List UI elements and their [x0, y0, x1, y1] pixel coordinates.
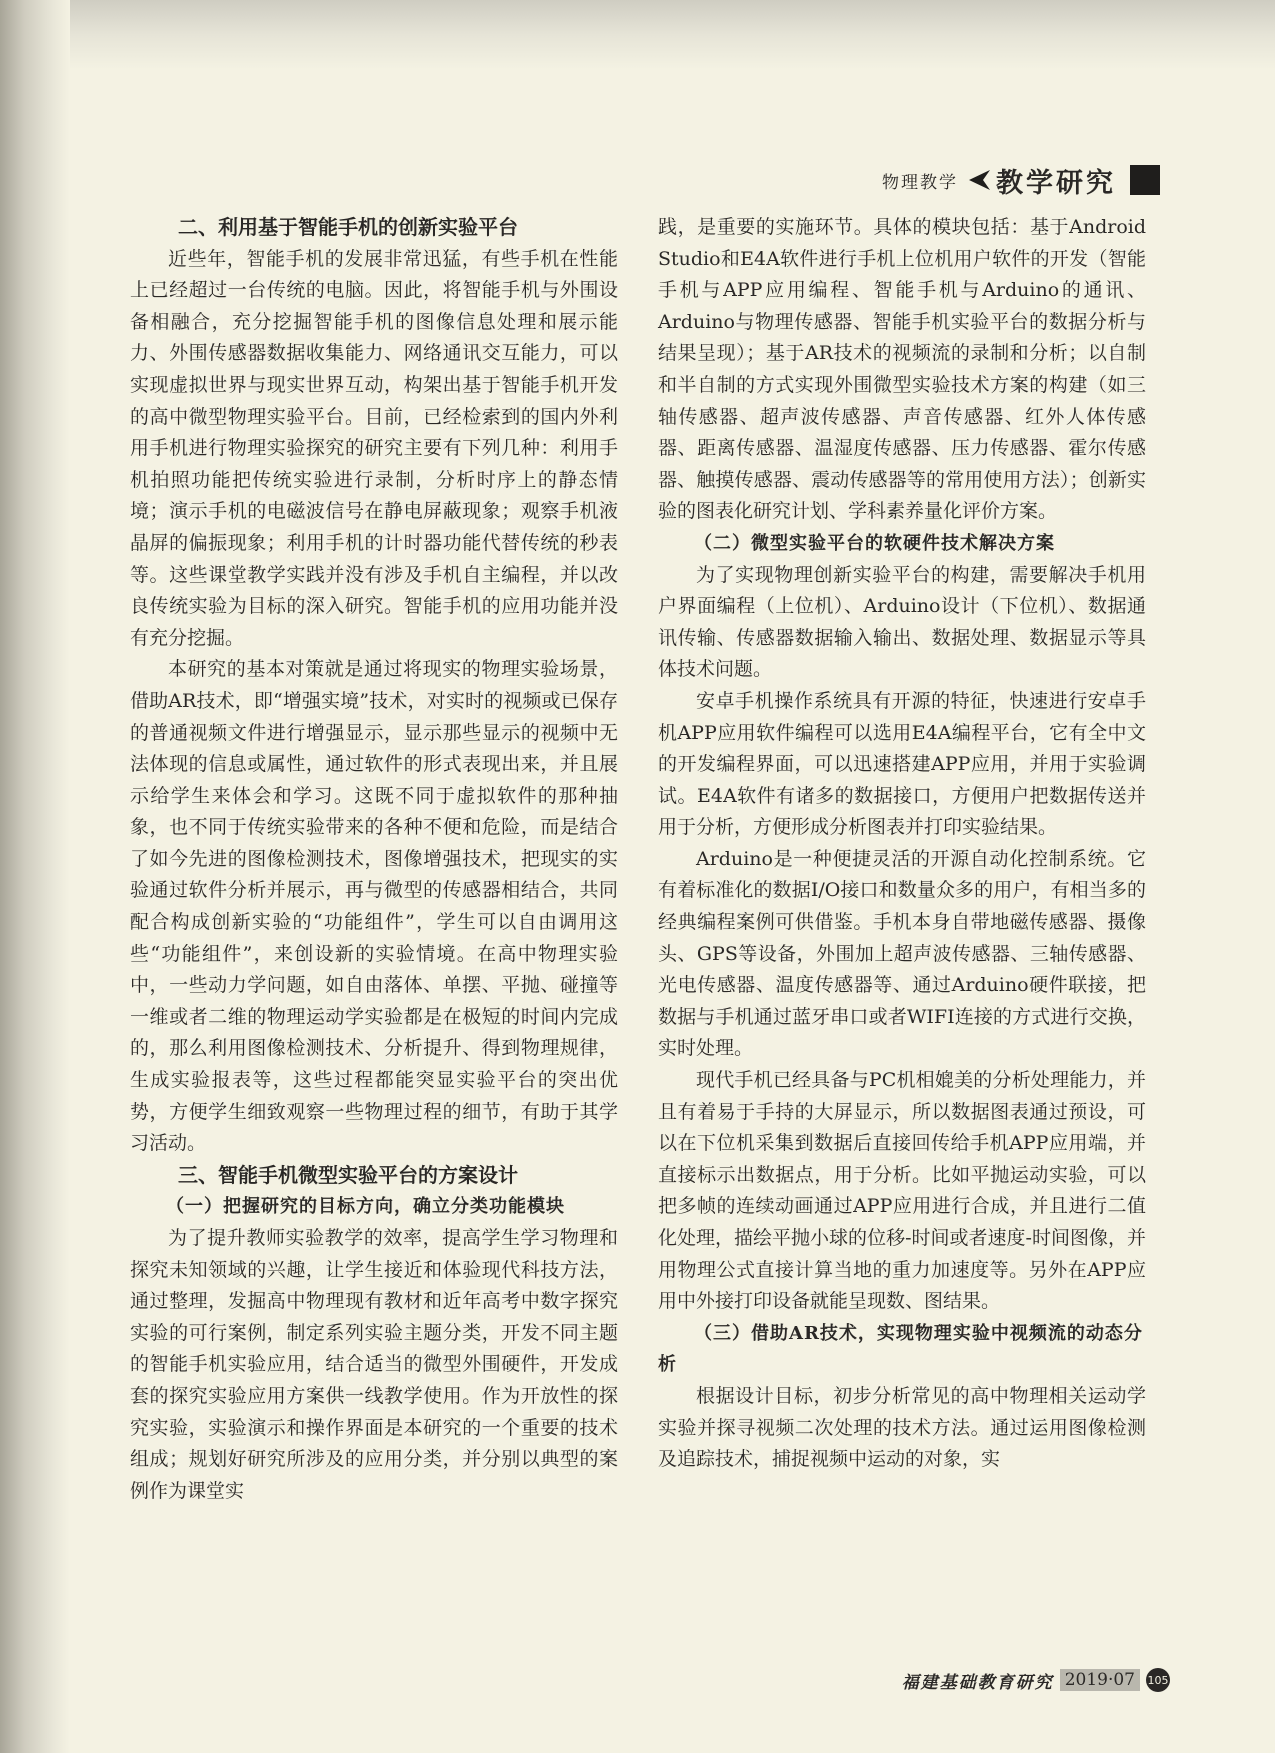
issue-number: 2019·07 — [1060, 1669, 1140, 1691]
book-spine-shadow — [0, 0, 70, 1753]
paragraph: 践，是重要的实施环节。具体的模块包括：基于Android Studio和E4A软件进行手机上位机用户软件的开发（智能手机与APP应用编程、智能手机与Arduino的通讯、Arduino与物理传感器、智能手机实验平台的数据分析与结果呈现）；基于AR技术的视频流的录制和分析；以自制和半自制的方式实现外围微型实验技术方案的构建（如三轴传感器、超声波传感器、声音传感器、红外人体传感器、距离传感器、温湿度传感器、压力传感器、霍尔传感器、触摸传感器、震动传感器等的常用使用方法）；创新实验的图表化研究计划、学科素养量化评价方案。 — [658, 216, 1146, 523]
running-footer — [870, 1665, 1170, 1695]
chevron-left-icon — [966, 167, 992, 193]
paragraph: Arduino是一种便捷灵活的开源自动化控制系统。它有着标准化的数据I/O接口和数量众多的用户，有相当多的经典编程案例可供借鉴。手机本身自带地磁传感器、摄像头、GPS等设备，外围加上超声波传感器、三轴传感器、光电传感器、温度传感器等、通过Arduino硬件联接，把数据与手机通过蓝牙串口或者WIFI连接的方式进行交换，实时处理。 — [658, 847, 1146, 1060]
paragraph: 近些年，智能手机的发展非常迅猛，有些手机在性能上已经超过一台传统的电脑。因此，将智能手机与外围设备相融合，充分挖掘智能手机的图像信息处理和展示能力、外围传感器数据收集能力、网络通讯交互能力，可以实现虚拟世界与现实世界互动，构架出基于智能手机开发的高中微型物理实验平台。目前，已经检索到的国内外利用手机进行物理实验探究的研究主要有下列几种：利用手机拍照功能把传统实验进行录制，分析时序上的静态情境；演示手机的电磁波信号在静电屏蔽现象；观察手机液晶屏的偏振现象；利用手机的计时器功能代替传统的秒表等。这些课堂教学实践并没有涉及手机自主编程，并以改良传统实验为目标的深入研究。智能手机的应用功能并没有充分挖掘。 — [130, 247, 618, 649]
paragraph: 为了实现物理创新实验平台的构建，需要解决手机用户界面编程（上位机）、Arduino设计（下位机）、数据通讯传输、传感器数据输入输出、数据处理、数据显示等具体技术问题。 — [658, 563, 1146, 681]
header-section: 教学研究 — [996, 167, 1116, 199]
right-column — [658, 212, 1146, 1476]
paragraph: 根据设计目标，初步分析常见的高中物理相关运动学实验并探寻视频二次处理的技术方法。通过运用图像检测及追踪技术，捕捉视频中运动的对象，实 — [658, 1384, 1146, 1471]
paragraph: 为了提升教师实验教学的效率，提高学生学习物理和探究未知领域的兴趣，让学生接近和体验现代科技方法，通过整理，发掘高中物理现有教材和近年高考中数字探究实验的可行案例，制定系列实验主题分类，开发不同主题的智能手机实验应用，结合适当的微型外围硬件，开发成套的探究实验应用方案供一线教学使用。作为开放性的探究实验，实验演示和操作界面是本研究的一个重要的技术组成；规划好研究所涉及的应用分类，并分别以典型的案例作为课堂实 — [130, 1227, 618, 1502]
journal-name: 福建基础教育研究 — [901, 1672, 1054, 1693]
paragraph: 本研究的基本对策就是通过将现实的物理实验场景，借助AR技术，即“增强实境”技术，对实时的视频或已保存的普通视频文件进行增强显示，显示那些显示的视频中无法体现的信息或属性，通过软件的形式表现出来，并且展示给学生来体会和学习。这既不同于虚拟软件的那种抽象，也不同于传统实验带来的各种不便和危险，而是结合了如今先进的图像检测技术，图像增强技术，把现实的实验通过软件分析并展示，再与微型的传感器相结合，共同配合构成创新实验的“功能组件”，学生可以自由调用这些“功能组件”，来创设新的实验情境。在高中物理实验中，一些动力学问题，如自由落体、单摆、平抛、碰撞等一维或者二维的物理运动学实验都是在极短的时间内完成的，那么利用图像检测技术、分析提升、得到物理规律，生成实验报表等，这些过程都能突显实验平台的突出优势，方便学生细致观察一些物理过程的细节，有助于其学习活动。 — [130, 658, 618, 1155]
paragraph: 现代手机已经具备与PC机相媲美的分析处理能力，并且有着易于手持的大屏显示，所以数据图表通过预设，可以在下位机采集到数据后直接回传给手机APP应用端，并直接标示出数据点，用于分析。比如平抛运动实验，可以把多帧的连续动画通过APP应用进行合成，并且进行二值化处理，描绘平抛小球的位移-时间或者速度-时间图像，并用物理公式直接计算当地的重力加速度等。另外在APP应用中外接打印设备就能呈现数、图结果。 — [658, 1069, 1146, 1313]
page-number: 105 — [1146, 1668, 1170, 1692]
header-category: 物理教学 — [882, 172, 958, 193]
running-header — [860, 160, 1160, 200]
subsection-heading: （三）借助AR技术，实现物理实验中视频流的动态分析 — [658, 1322, 1143, 1376]
subsection-heading: （二）微型实验平台的软硬件技术解决方案 — [694, 532, 1055, 554]
header-block-mark — [1130, 165, 1160, 195]
section-heading: 三、智能手机微型实验平台的方案设计 — [178, 1162, 518, 1187]
left-column — [130, 212, 618, 1507]
paragraph: 安卓手机操作系统具有开源的特征，快速进行安卓手机APP应用软件编程可以选用E4A编程平台，它有全中文的开发编程界面，可以迅速搭建APP应用，并用于实验调试。E4A软件有诸多的数据接口，方便用户把数据传送并用于分析，方便形成分析图表并打印实验结果。 — [658, 689, 1146, 839]
section-heading: 二、利用基于智能手机的创新实验平台 — [178, 215, 518, 239]
subsection-heading: （一）把握研究的目标方向，确立分类功能模块 — [166, 1196, 565, 1218]
page-top-shadow — [0, 0, 1275, 70]
